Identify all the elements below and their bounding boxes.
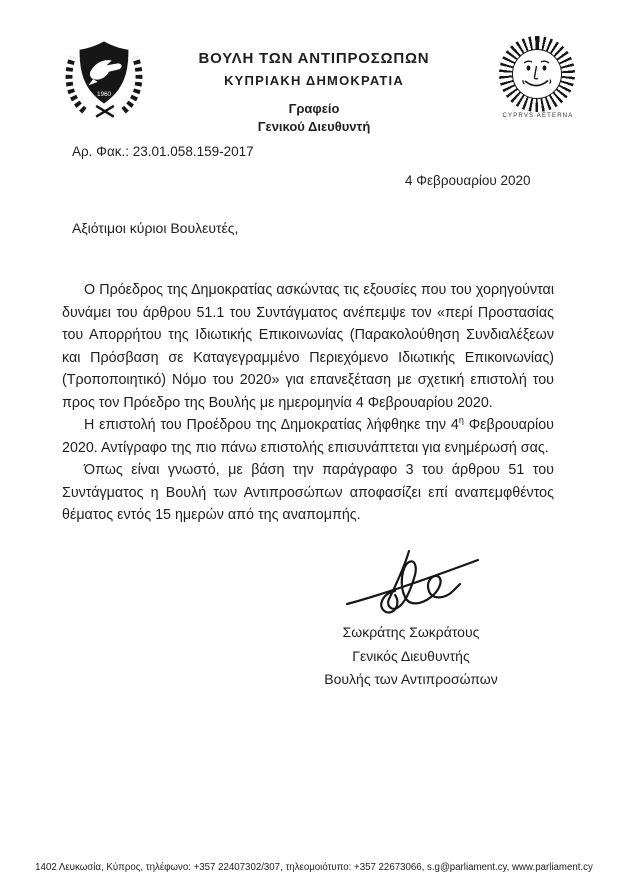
ordinal-superscript: η <box>458 415 464 426</box>
body-paragraph-2 <box>62 414 554 459</box>
org-subtitle: ΚΥΠΡΙΑΚΗ ΔΗΜΟΚΡΑΤΙΑ <box>224 73 404 88</box>
salutation: Αξιότιμοι κύριοι Βουλευτές, <box>72 220 239 236</box>
body-paragraph-3: Όπως είναι γνωστό, με βάση την παράγραφο 3 του άρθρου 51 του Συντάγματος η Βουλή των Αντιπροσώπων αποφασίζει επί αναπεμφθέντος θέματος εντός 15 ημερών από της αναπομπής. <box>62 462 554 523</box>
org-title: ΒΟΥΛΗ ΤΩΝ ΑΝΤΙΠΡΟΣΩΠΩΝ <box>198 50 430 67</box>
sun-face <box>512 49 562 99</box>
footer-contact-line: 1402 Λευκωσία, Κύπρος, τηλέφωνο: +357 22407302/307, τηλεομοιότυπο: +357 22673066, s.g@parliament.cy, www.parliament.cy <box>35 862 593 873</box>
signatory-title: Γενικός Διευθυντής <box>352 647 470 664</box>
handwritten-signature-icon <box>345 547 480 623</box>
file-reference-number: Αρ. Φακ.: 23.01.058.159-2017 <box>72 144 254 159</box>
letter-body <box>62 279 554 527</box>
letter-date: 4 Φεβρουαρίου 2020 <box>405 173 531 188</box>
body-paragraph-1: Ο Πρόεδρος της Δημοκρατίας ασκώντας τις εξουσίες που του χορηγούνται δυνάμει του άρθρου 51.1 του Συντάγματος ανέπεμψε τον «περί Προστασίας του Απορρήτου της Ιδιωτικής Επικοινωνίας (Παρακολούθηση Συνδιαλέξεων και Πρόσβαση σε Καταγεγραμμένο Περιεχόμενο Ιδιωτικής Επικοινωνίας) (Τροποποιητικό) Νόμο του 2020» για επανεξέταση με σχετική επιστολή του προς τον Πρόεδρο της Βουλής με ημερομηνία 4 Φεβρουαρίου 2020. <box>62 282 554 411</box>
office-line-2: Γενικού Διευθυντή <box>257 119 371 134</box>
signatory-name: Σωκράτης Σωκράτους <box>342 624 480 640</box>
signatory-organization: Βουλής των Αντιπροσώπων <box>324 671 498 687</box>
office-line-1: Γραφείο <box>288 101 340 116</box>
paragraph-2-text-cont: Φεβρουαρίου 2020. Αντίγραφο της πιο πάνω επιστολής επισυνάπτεται για ενημέρωσή σας. <box>62 417 554 456</box>
paragraph-2-text: Η επιστολή του Προέδρου της Δημοκρατίας λήφθηκε την 4 <box>84 417 459 433</box>
shield-year-label: 1960 <box>96 91 112 99</box>
signatory-block <box>296 621 526 692</box>
sun-emblem-caption: CYPRVS AETERNA <box>502 113 574 119</box>
sun-face-emblem-icon <box>499 36 575 112</box>
